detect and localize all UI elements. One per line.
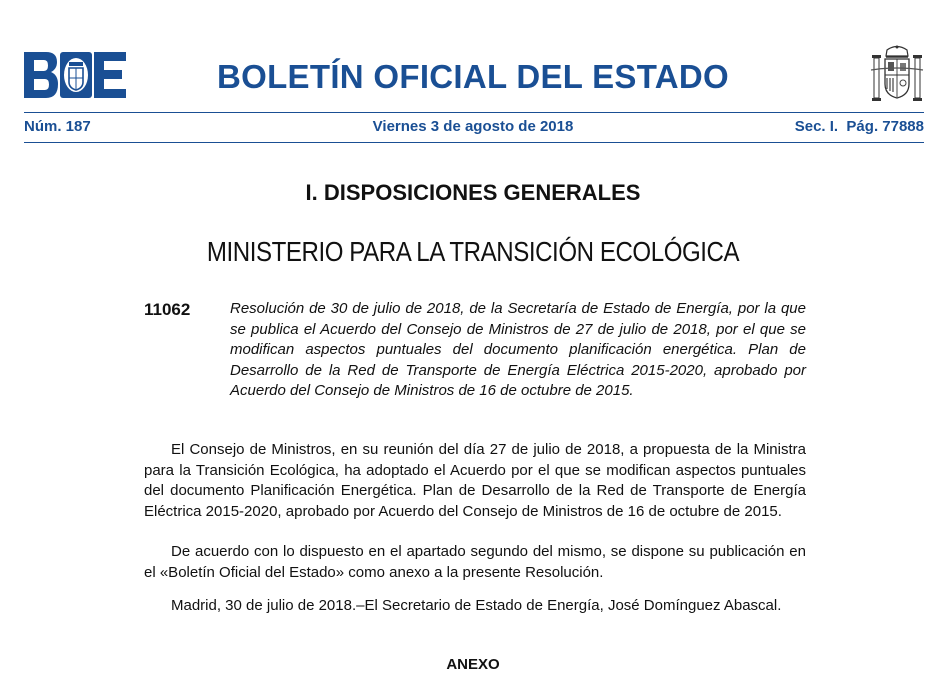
issue-date: Viernes 3 de agosto de 2018 — [372, 118, 574, 135]
coat-of-arms-icon — [870, 44, 924, 104]
header-rule-top — [24, 112, 924, 113]
ministry-heading: MINISTERIO PARA LA TRANSICIÓN ECOLÓGICA — [206, 236, 740, 267]
resolution-summary: Resolución de 30 de julio de 2018, de la Secretaría de Estado de Energía, por la que se publica el Acuerdo del Consejo de Ministros de 27 de julio de 2018, por el que se modifican aspectos puntuales del documento planificación energética. Plan de Desarrollo de la Red de Transporte de Energía Eléctrica 2015-2020, aprobado por Acuerdo del Consejo de Ministros de 16 de octubre de 2015. — [230, 300, 806, 399]
resolution-number: 11062 — [144, 300, 191, 319]
annex-heading: ANEXO — [446, 656, 500, 673]
issue-number: Núm. 187 — [24, 118, 91, 135]
boe-title: BOLETÍN OFICIAL DEL ESTADO — [217, 58, 729, 95]
signature-paragraph: Madrid, 30 de julio de 2018.–El Secretario de Estado de Energía, José Domínguez Abascal. — [171, 597, 782, 614]
body-paragraph: De acuerdo con lo dispuesto en el apartado segundo del mismo, se dispone su publicación en el «Boletín Oficial del Estado» como anexo a la presente Resolución. — [144, 543, 806, 581]
section-page: Sec. I. Pág. 77888 — [794, 118, 924, 135]
header-rule-bottom — [24, 142, 924, 143]
section-title: I. DISPOSICIONES GENERALES — [305, 180, 641, 205]
body-paragraph: El Consejo de Ministros, en su reunión del día 27 de julio de 2018, a propuesta de la Ministra para la Transición Ecológica, ha adoptado el Acuerdo por el que se modifican aspectos puntuales del documento Planificación Energética. Plan de Desarrollo de la Red de Transporte de Energía Eléctrica 2015-2020, aprobado por Acuerdo del Consejo de Ministros de 16 de octubre de 2015. — [144, 441, 806, 520]
